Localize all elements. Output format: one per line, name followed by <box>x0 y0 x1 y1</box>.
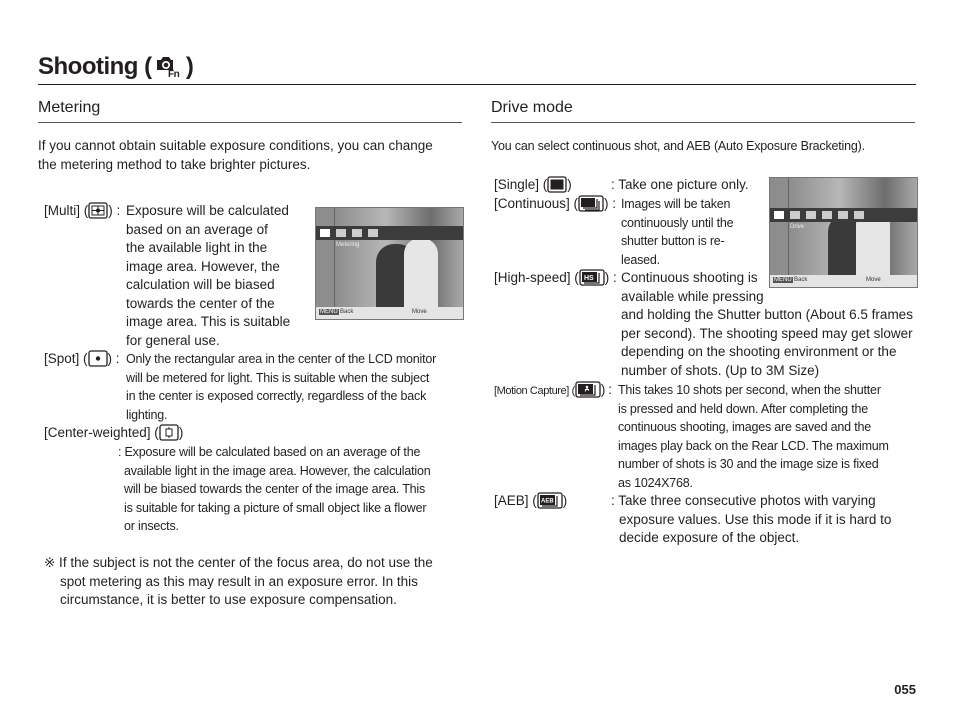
svg-text:Fn: Fn <box>167 69 179 78</box>
svg-text:HS: HS <box>583 275 594 282</box>
camera-fn-icon <box>152 52 180 78</box>
multi-label: [Multi] ( ) : <box>44 202 120 225</box>
continuous-description: Images will be taken continuously until the shutter button is re- leased. <box>621 197 734 267</box>
metering-option-icons <box>320 227 390 239</box>
motion-capture-description: This takes 10 shots per second, when the shutter is pressed and held down. After completing the continuous shooting, images are saved and the images play back on the Rear LCD. The maximum number of shots is 30 and the image size is fixed as 1024X768. <box>618 383 889 490</box>
metering-lcd-screen <box>315 207 464 320</box>
metering-intro: If you cannot obtain suitable exposure conditions, you can change the metering method to take brighter pictures. <box>38 138 433 172</box>
spot-metering-icon <box>88 350 108 373</box>
spot-description: Only the rectangular area in the center of the LCD monitor will be metered for light. This is suitable when the subject in the center is exposed correctly, regardless of the back lighting. <box>126 352 437 422</box>
aeb-label: [AEB] ( AEB ) <box>494 492 567 515</box>
menu-key: MENU <box>320 309 338 315</box>
title-rule <box>38 84 916 85</box>
drive-heading: Drive mode <box>491 99 573 116</box>
single-description: : Take one picture only. <box>611 177 749 192</box>
metering-screen-label: Metering <box>336 242 360 248</box>
metering-note: ※ If the subject is not the center of the focus area, do not use the spot metering as this may result in an exposure error. In this circumstance, it is better to use exposure compensation. <box>44 555 433 607</box>
metering-heading: Metering <box>38 99 101 116</box>
screen-back-label: Back <box>794 277 808 283</box>
screen-back-label: Back <box>340 309 354 315</box>
screen-move-label: Move <box>866 277 881 283</box>
aeb-icon <box>537 492 563 515</box>
high-speed-label: [High-speed] ( HS ) : <box>494 269 617 292</box>
center-weighted-label: [Center-weighted] ( ) <box>44 424 183 447</box>
multi-metering-icon <box>88 202 108 225</box>
svg-text:AEB: AEB <box>540 498 554 505</box>
aeb-description: : Take three consecutive photos with varying exposure values. Use this mode if it is hard to decide exposure of the object. <box>611 493 892 545</box>
multi-description: Exposure will be calculated based on an average of the available light in the image area. However, the calculation will be biased towards the center of the image area. This is suitable for general use. <box>126 203 291 348</box>
menu-key: MENU <box>774 277 792 283</box>
continuous-label: [Continuous] ( ) : <box>494 195 616 218</box>
drive-screen-label: Drive <box>790 224 805 230</box>
motion-capture-icon <box>575 381 601 405</box>
center-weighted-description: : Exposure will be calculated based on an average of the available light in the image area. However, the calculation will be biased towards the center of the image area. This is suitable for taking a picture of small object like a flower or insects. <box>118 445 431 533</box>
high-speed-description: Continuous shooting is available while pressing and holding the Shutter button (About 6.5 frames per second). The shooting speed may get slower depending on the shooting environment or the number of shots. (Up to 3M Size) <box>621 270 913 378</box>
metering-rule <box>38 122 462 123</box>
high-speed-icon <box>579 269 605 292</box>
page-title: Shooting ( Fn ) <box>38 53 194 80</box>
single-label: [Single] ( ) <box>494 176 572 199</box>
motion-capture-label: [Motion Capture] ( ) : <box>494 381 612 405</box>
page-number: 055 <box>894 682 916 697</box>
continuous-shot-icon <box>578 195 604 218</box>
drive-option-icons <box>774 209 874 221</box>
screen-move-label: Move <box>412 309 427 315</box>
spot-label: [Spot] ( ) : <box>44 350 120 373</box>
drive-intro: You can select continuous shot, and AEB (Auto Exposure Bracketing). <box>491 139 865 153</box>
drive-rule <box>491 122 915 123</box>
